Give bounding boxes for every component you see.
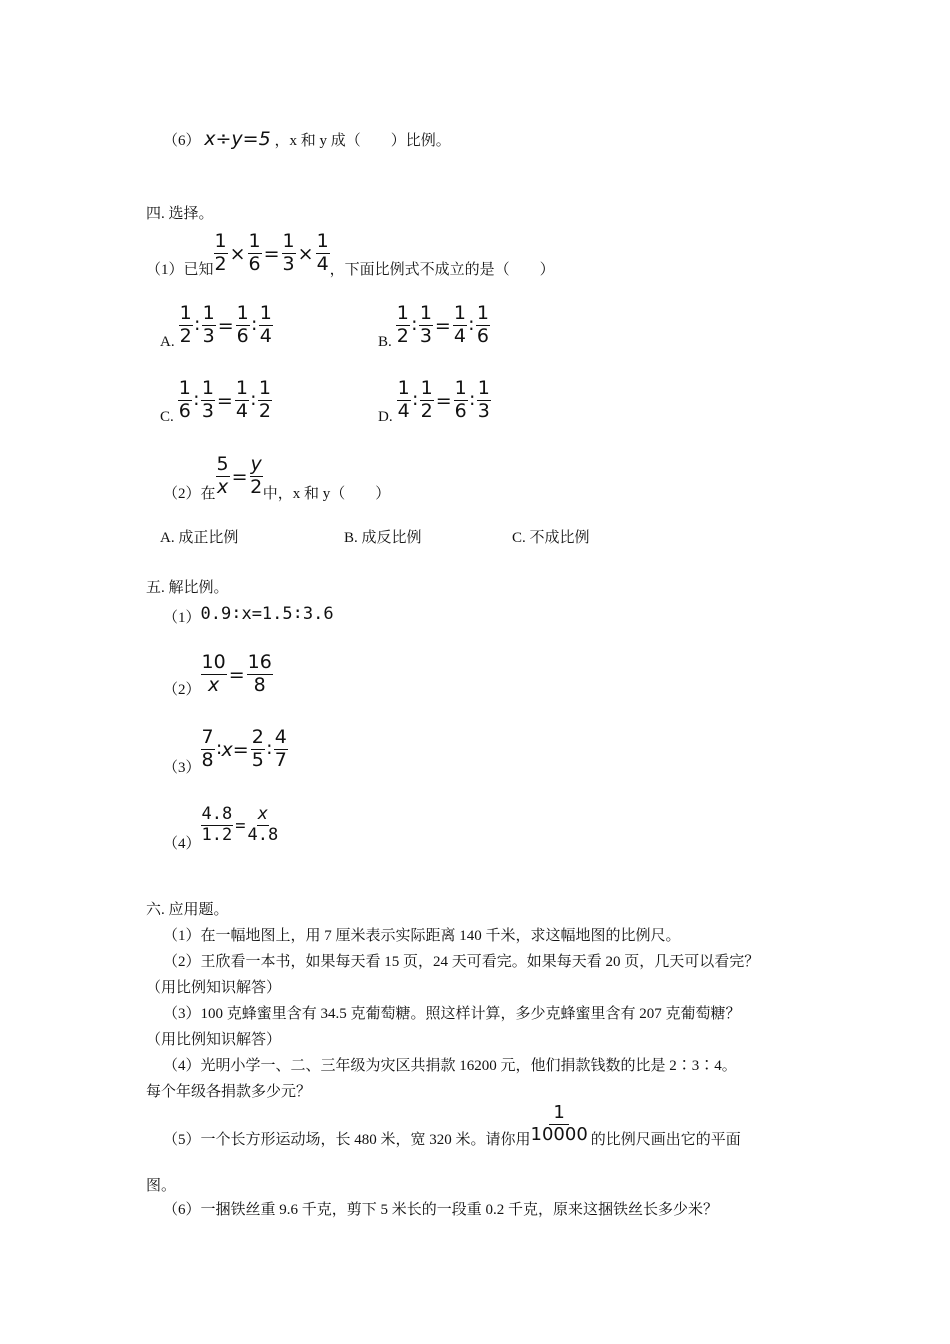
equation: 0.9∶x=1.5∶3.6: [200, 603, 334, 624]
question-3-6: [163, 128, 451, 150]
equation: $\frac{7}{8}$ ∶x= $\frac{2}{5}$ ∶ $\frac{4}{7}$: [201, 726, 287, 771]
problem-2-note: （用比例知识解答）: [146, 980, 282, 996]
fraction: $\frac{1}{3}$: [282, 230, 295, 275]
option-b[interactable]: B. $\frac{1}{2}$ ∶ $\frac{1}{3}$ = $\frac{1}{4}$ ∶ $\frac{1}{6}$: [378, 302, 489, 350]
fraction: $\frac{1}{2}$: [214, 230, 227, 275]
problem-5-line2: 图。: [146, 1178, 177, 1194]
section-4-question-2: [163, 450, 390, 503]
section-4-question-1: [146, 228, 555, 279]
problem-5: （5）一个长方形运动场，长 480 米，宽 320 米。请你用 $\frac{1}{10000}$ 的比例尺画出它的平面: [163, 1102, 741, 1148]
option-proportion: $\frac{1}{2}$ ∶ $\frac{1}{3}$ = $\frac{1}{4}$ ∶ $\frac{1}{6}$: [396, 302, 489, 347]
option-proportion: $\frac{1}{6}$ ∶ $\frac{1}{3}$ = $\frac{1}{4}$ ∶ $\frac{1}{2}$: [178, 377, 271, 422]
question-text: ，x 和 y 成（ ）比例。: [274, 133, 451, 149]
section-5-question-1: （1） 0.9∶x=1.5∶3.6: [163, 603, 334, 626]
option-proportion: $\frac{1}{4}$ ∶ $\frac{1}{2}$ = $\frac{1}{6}$ ∶ $\frac{1}{3}$: [397, 377, 490, 422]
given-equation: $\frac{1}{2}$ × $\frac{1}{6}$ = $\frac{1}{3}$ × $\frac{1}{4}$: [214, 230, 329, 275]
question-text: 中，x 和 y（ ）: [262, 486, 391, 502]
section-5-question-2: （2） $\frac{10}{x}$ = $\frac{16}{8}$: [163, 651, 272, 698]
section-4-title: 四. 选择。: [146, 206, 214, 222]
problem-6: （6）一捆铁丝重 9.6 千克，剪下 5 米长的一段重 0.2 千克，原来这捆铁丝长多少米？: [163, 1202, 719, 1218]
option-a[interactable]: A. 成正比例: [160, 530, 239, 546]
option-c[interactable]: C. 不成比例: [512, 530, 590, 546]
question-number: （6）: [163, 133, 201, 149]
problem-2: （2）王欣看一本书，如果每天看 15 页，24 天可看完。如果每天看 20 页，几天可以看完？: [163, 954, 760, 970]
option-a[interactable]: A. $\frac{1}{2}$ ∶ $\frac{1}{3}$ = $\frac{1}{6}$ ∶ $\frac{1}{4}$: [160, 302, 272, 350]
option-c[interactable]: C. $\frac{1}{6}$ ∶ $\frac{1}{3}$ = $\frac{1}{4}$ ∶ $\frac{1}{2}$: [160, 377, 271, 425]
option-proportion: $\frac{1}{2}$ ∶ $\frac{1}{3}$ = $\frac{1}{6}$ ∶ $\frac{1}{4}$: [179, 302, 272, 347]
option-b[interactable]: B. 成反比例: [344, 530, 422, 546]
section-5-title: 五. 解比例。: [146, 580, 229, 596]
option-d[interactable]: D. $\frac{1}{4}$ ∶ $\frac{1}{2}$ = $\frac{1}{6}$ ∶ $\frac{1}{3}$: [378, 377, 490, 425]
equation: $\frac{10}{x}$ = $\frac{16}{8}$: [201, 651, 272, 696]
section-5-question-3: （3） $\frac{7}{8}$ ∶x= $\frac{2}{5}$ ∶ $\frac{4}{7}$: [163, 726, 287, 776]
section-6-title: 六. 应用题。: [146, 902, 229, 918]
problem-4-line2: 每个年级各捐款多少元？: [146, 1084, 312, 1100]
problem-3: （3）100 克蜂蜜里含有 34.5 克葡萄糖。照这样计算，多少克蜂蜜里含有 207 克葡萄糖？: [163, 1006, 741, 1022]
equation: x÷y=5: [204, 128, 271, 150]
equation: $\frac{4.8}{1.2}$ = $\frac{x}{4.8}$: [201, 804, 279, 845]
section-5-question-4: （4） $\frac{4.8}{1.2}$ = $\frac{x}{4.8}$: [163, 804, 279, 852]
given-equation: $\frac{5}{x}$ = $\frac{y}{2}$: [216, 453, 263, 498]
question-text: ，下面比例式不成立的是（ ）: [329, 262, 555, 278]
scale-fraction: $\frac{1}{10000}$: [530, 1102, 588, 1145]
problem-3-note: （用比例知识解答）: [146, 1032, 282, 1048]
fraction: $\frac{1}{6}$: [248, 230, 261, 275]
fraction: $\frac{1}{4}$: [316, 230, 329, 275]
question-number: （1）已知: [146, 262, 214, 278]
problem-4: （4）光明小学一、二、三年级为灾区共捐款 16200 元，他们捐款钱数的比是 2∶3∶4。: [163, 1058, 737, 1074]
question-number: （2）在: [163, 486, 216, 502]
problem-1: （1）在一幅地图上，用 7 厘米表示实际距离 140 千米，求这幅地图的比例尺。: [163, 928, 681, 944]
